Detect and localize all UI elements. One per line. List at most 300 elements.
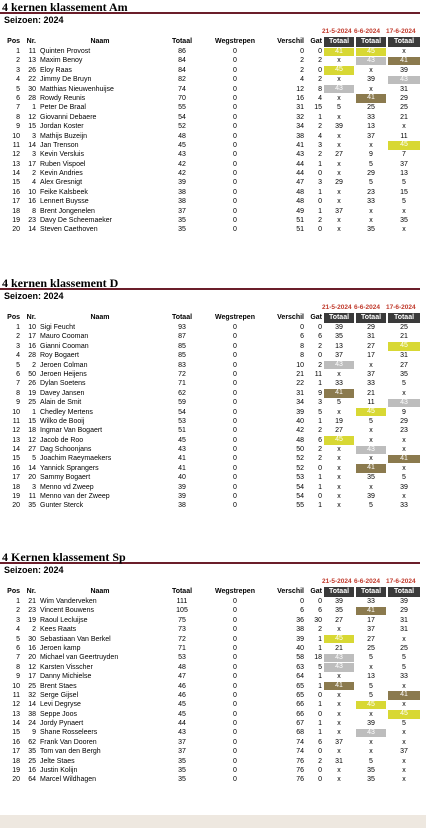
cell-verschil: 0 — [300, 48, 304, 55]
table-row — [0, 653, 422, 662]
cell-name: Jeroen kamp — [40, 644, 81, 652]
cell-round2: x — [369, 710, 373, 718]
cell-name: Yannick Sprangers — [40, 464, 99, 472]
cell-totaal: 85 — [178, 342, 186, 350]
cell-name: Gunter Sterck — [40, 502, 84, 510]
cell-nr: 10 — [28, 324, 36, 331]
cell-name: Jordy Pynaert — [40, 720, 84, 728]
column-header-t2: Totaal — [356, 37, 386, 47]
cell-round2: 11 — [367, 399, 375, 407]
table-row — [0, 663, 422, 672]
cell-round1: x — [337, 455, 341, 463]
cell-wegstrepen: 0 — [233, 474, 237, 482]
cell-gat: 2 — [318, 151, 322, 159]
cell-round3: 21 — [400, 333, 408, 341]
cell-verschil: 31 — [296, 389, 304, 397]
cell-round2: 25 — [367, 644, 375, 652]
cell-gat: 2 — [318, 455, 322, 463]
cell-totaal: 71 — [178, 380, 186, 388]
cell-verschil: 41 — [296, 141, 304, 149]
cell-totaal: 39 — [178, 483, 186, 491]
cell-round2: x — [369, 427, 373, 435]
round-date: 17-6-2024 — [386, 578, 416, 585]
cell-nr: 62 — [28, 738, 36, 746]
cell-gat: 1 — [318, 701, 322, 709]
cell-round2: 39 — [367, 493, 375, 501]
table-row — [0, 379, 422, 388]
cell-totaal: 35 — [178, 226, 186, 234]
cell-round1: x — [337, 729, 341, 737]
cell-name: Seppe Joos — [40, 710, 77, 718]
table-row — [0, 616, 422, 625]
column-header-nr: Nr. — [26, 314, 36, 321]
cell-pos: 1 — [16, 48, 20, 55]
table-row — [0, 122, 422, 131]
cell-round3: 31 — [400, 85, 408, 93]
cell-wegstrepen: 0 — [233, 455, 237, 463]
cell-round1: 13 — [335, 342, 343, 350]
cell-totaal: 42 — [178, 170, 186, 178]
cell-gat: 6 — [318, 738, 322, 746]
cell-round1: 39 — [335, 123, 343, 131]
column-header-totaal: Totaal — [171, 38, 193, 45]
cell-name: Kevin Versluis — [40, 151, 84, 159]
cell-nr: 12 — [28, 113, 36, 121]
cell-verschil: 44 — [296, 170, 304, 178]
cell-totaal: 85 — [178, 352, 186, 360]
cell-round2: 33 — [367, 113, 375, 121]
cell-name: Tom van den Bergh — [40, 748, 101, 756]
cell-totaal: 39 — [178, 179, 186, 187]
cell-round3: 41 — [388, 455, 420, 463]
cell-pos: 11 — [12, 141, 20, 149]
cell-name: Wilko de Booij — [40, 417, 85, 425]
table-row — [0, 775, 422, 784]
table-header — [0, 37, 422, 47]
cell-verschil: 34 — [296, 399, 304, 407]
cell-wegstrepen: 0 — [233, 57, 237, 65]
cell-totaal: 105 — [176, 607, 188, 615]
cell-round1: 45 — [324, 436, 354, 444]
cell-name: Wim Vanderveken — [40, 598, 97, 605]
cell-round3: 5 — [402, 474, 406, 482]
cell-round1: x — [337, 170, 341, 178]
table-row — [0, 426, 422, 435]
cell-wegstrepen: 0 — [233, 408, 237, 416]
table-row — [0, 710, 422, 719]
cell-round2: 29 — [367, 170, 375, 178]
cell-round3: 39 — [400, 483, 408, 491]
cell-round2: 43 — [356, 729, 386, 737]
cell-nr: 16 — [28, 767, 36, 775]
cell-pos: 7 — [16, 104, 20, 112]
cell-nr: 5 — [32, 455, 36, 463]
cell-wegstrepen: 0 — [233, 324, 237, 331]
cell-totaal: 45 — [178, 436, 186, 444]
table-row — [0, 323, 422, 332]
cell-verschil: 36 — [296, 616, 304, 624]
cell-round3: 41 — [388, 691, 420, 699]
cell-round1: 45 — [324, 66, 354, 74]
column-header-t1: Totaal — [324, 37, 354, 47]
table-row — [0, 766, 422, 775]
cell-round2: 33 — [367, 380, 375, 388]
table-row — [0, 113, 422, 122]
cell-round3: x — [402, 682, 406, 690]
cell-totaal: 53 — [178, 417, 186, 425]
cell-round2: 29 — [367, 324, 375, 331]
cell-totaal: 41 — [178, 464, 186, 472]
cell-name: Matthias Nieuwenhuijse — [40, 85, 114, 93]
cell-gat: 0 — [318, 352, 322, 360]
cell-round3: 37 — [400, 748, 408, 756]
cell-verschil: 54 — [296, 493, 304, 501]
cell-gat: 18 — [314, 654, 322, 662]
cell-name: Gianni Cooman — [40, 342, 89, 350]
cell-pos: 5 — [16, 361, 20, 369]
column-header-t2: Totaal — [356, 587, 386, 597]
cell-name: Ruben Vispoel — [40, 160, 86, 168]
cell-round3: 39 — [400, 598, 408, 605]
cell-wegstrepen: 0 — [233, 710, 237, 718]
cell-round3: 37 — [400, 160, 408, 168]
cell-nr: 3 — [32, 483, 36, 491]
table-row — [0, 492, 422, 501]
cell-wegstrepen: 0 — [233, 691, 237, 699]
cell-round2: 21 — [367, 389, 375, 397]
cell-nr: 14 — [28, 701, 36, 709]
cell-gat: 2 — [318, 626, 322, 634]
season-label: Seizoen: 2024 — [4, 291, 64, 301]
cell-name: Justin Kolijn — [40, 767, 78, 775]
cell-round3: 29 — [400, 94, 408, 102]
cell-pos: 10 — [12, 132, 20, 140]
cell-round3: x — [402, 48, 406, 55]
cell-gat: 2 — [318, 342, 322, 350]
cell-nr: 3 — [32, 132, 36, 140]
cell-pos: 8 — [16, 113, 20, 121]
table-header — [0, 313, 422, 323]
cell-nr: 15 — [28, 417, 36, 425]
cell-pos: 1 — [16, 324, 20, 331]
column-header-name: Naam — [90, 38, 110, 45]
cell-name: Brent Jongenelen — [40, 207, 95, 215]
round-date: 17-6-2024 — [386, 28, 416, 35]
cell-verschil: 55 — [296, 502, 304, 510]
cell-round3: x — [402, 776, 406, 784]
cell-verschil: 2 — [300, 66, 304, 74]
cell-nr: 17 — [28, 160, 36, 168]
cell-nr: 20 — [28, 474, 36, 482]
cell-wegstrepen: 0 — [233, 389, 237, 397]
cell-wegstrepen: 0 — [233, 226, 237, 234]
cell-name: Dag Schoonjans — [40, 446, 92, 454]
cell-nr: 27 — [28, 446, 36, 454]
cell-gat: 6 — [318, 333, 322, 341]
cell-verschil: 66 — [296, 701, 304, 709]
cell-gat: 6 — [318, 436, 322, 444]
cell-verschil: 53 — [296, 474, 304, 482]
cell-wegstrepen: 0 — [233, 141, 237, 149]
table-row — [0, 66, 422, 75]
cell-round1: 41 — [324, 389, 354, 397]
cell-gat: 15 — [314, 104, 322, 112]
cell-gat: 0 — [318, 324, 322, 331]
cell-verschil: 0 — [300, 324, 304, 331]
section-title: 4 kernen klassement D — [0, 276, 420, 290]
cell-gat: 0 — [318, 226, 322, 234]
cell-round2: 35 — [367, 226, 375, 234]
cell-verschil: 48 — [296, 198, 304, 206]
cell-nr: 28 — [28, 94, 36, 102]
cell-gat: 2 — [318, 217, 322, 225]
cell-verschil: 76 — [296, 757, 304, 765]
cell-wegstrepen: 0 — [233, 417, 237, 425]
cell-nr: 35 — [28, 748, 36, 756]
cell-pos: 9 — [16, 399, 20, 407]
column-header-t1: Totaal — [324, 313, 354, 323]
cell-round3: 31 — [400, 626, 408, 634]
cell-name: Dylan Soetens — [40, 380, 86, 388]
cell-round2: 17 — [367, 616, 375, 624]
cell-pos: 8 — [16, 389, 20, 397]
cell-verschil: 2 — [300, 57, 304, 65]
cell-name: Peter De Braal — [40, 104, 86, 112]
cell-nr: 13 — [28, 57, 36, 65]
round-date: 17-6-2024 — [386, 304, 416, 311]
cell-totaal: 73 — [178, 626, 186, 634]
table-row — [0, 606, 422, 615]
cell-round3: 29 — [400, 607, 408, 615]
cell-pos: 4 — [16, 76, 20, 84]
cell-totaal: 52 — [178, 123, 186, 131]
cell-verschil: 50 — [296, 446, 304, 454]
cell-totaal: 46 — [178, 682, 186, 690]
cell-pos: 6 — [16, 644, 20, 652]
cell-round2: x — [369, 748, 373, 756]
cell-round2: x — [369, 455, 373, 463]
table-row — [0, 225, 422, 234]
ranking-section — [0, 276, 426, 538]
cell-name: Frank Van Dooren — [40, 738, 97, 746]
cell-round3: x — [402, 738, 406, 746]
cell-nr: 20 — [28, 654, 36, 662]
cell-pos: 11 — [12, 691, 20, 699]
cell-round3: 45 — [388, 342, 420, 350]
cell-nr: 11 — [28, 493, 36, 501]
cell-totaal: 74 — [178, 85, 186, 93]
cell-totaal: 45 — [178, 701, 186, 709]
cell-nr: 38 — [28, 710, 36, 718]
cell-round1: x — [337, 626, 341, 634]
cell-name: Feike Kalsbeek — [40, 188, 88, 196]
cell-totaal: 83 — [178, 361, 186, 369]
cell-pos: 6 — [16, 370, 20, 378]
cell-wegstrepen: 0 — [233, 85, 237, 93]
cell-verschil: 51 — [296, 217, 304, 225]
cell-wegstrepen: 0 — [233, 217, 237, 225]
cell-totaal: 59 — [178, 399, 186, 407]
cell-gat: 1 — [318, 682, 322, 690]
cell-round1: x — [337, 188, 341, 196]
cell-gat: 1 — [318, 720, 322, 728]
cell-nr: 8 — [32, 207, 36, 215]
cell-pos: 3 — [16, 342, 20, 350]
cell-pos: 3 — [16, 616, 20, 624]
cell-gat: 1 — [318, 188, 322, 196]
cell-name: Marcel Wildhagen — [40, 776, 97, 784]
column-header-pos: Pos — [7, 314, 20, 321]
cell-pos: 12 — [12, 701, 20, 709]
cell-round1: x — [337, 720, 341, 728]
cell-round1: 37 — [335, 738, 343, 746]
cell-round1: 27 — [335, 151, 343, 159]
cell-wegstrepen: 0 — [233, 682, 237, 690]
cell-verschil: 49 — [296, 207, 304, 215]
cell-wegstrepen: 0 — [233, 399, 237, 407]
cell-round1: x — [337, 710, 341, 718]
cell-name: Giovanni Debaere — [40, 113, 97, 121]
cell-verschil: 64 — [296, 673, 304, 681]
column-header-verschil: Verschil — [277, 314, 304, 321]
cell-nr: 15 — [28, 123, 36, 131]
cell-totaal: 72 — [178, 635, 186, 643]
cell-gat: 9 — [318, 389, 322, 397]
column-header-totaal: Totaal — [171, 314, 193, 321]
cell-gat: 2 — [318, 361, 322, 369]
round-date: 21-5-2024 — [322, 304, 352, 311]
cell-round1: x — [337, 691, 341, 699]
table-row — [0, 644, 422, 653]
cell-round2: 31 — [367, 333, 375, 341]
cell-totaal: 38 — [178, 502, 186, 510]
cell-pos: 15 — [12, 729, 20, 737]
cell-gat: 1 — [318, 474, 322, 482]
cell-totaal: 48 — [178, 132, 186, 140]
table-row — [0, 85, 422, 94]
cell-round2: 33 — [367, 198, 375, 206]
cell-pos: 14 — [12, 170, 20, 178]
cell-verschil: 52 — [296, 464, 304, 472]
cell-round2: 27 — [367, 342, 375, 350]
column-header-name: Naam — [90, 588, 110, 595]
cell-round1: 5 — [337, 104, 341, 112]
table-row — [0, 178, 422, 187]
cell-wegstrepen: 0 — [233, 616, 237, 624]
cell-nr: 4 — [32, 179, 36, 187]
table-row — [0, 625, 422, 634]
cell-wegstrepen: 0 — [233, 626, 237, 634]
round-date: 6-6-2024 — [354, 28, 381, 35]
cell-verschil: 76 — [296, 776, 304, 784]
cell-wegstrepen: 0 — [233, 48, 237, 55]
table-row — [0, 408, 422, 417]
cell-name: Sammy Bogaert — [40, 474, 91, 482]
cell-name: Jimmy De Bruyn — [40, 76, 92, 84]
cell-gat: 3 — [318, 399, 322, 407]
cell-round3: 25 — [400, 104, 408, 112]
cell-round1: x — [337, 464, 341, 472]
cell-round3: 23 — [400, 427, 408, 435]
cell-verschil: 74 — [296, 738, 304, 746]
cell-round3: 39 — [400, 66, 408, 74]
cell-name: Ingmar Van Bogaert — [40, 427, 103, 435]
cell-wegstrepen: 0 — [233, 483, 237, 491]
cell-totaal: 48 — [178, 663, 186, 671]
cell-verschil: 16 — [296, 94, 304, 102]
cell-totaal: 45 — [178, 710, 186, 718]
column-header-gat: Gat — [310, 38, 322, 45]
cell-gat: 4 — [318, 132, 322, 140]
cell-pos: 13 — [12, 710, 20, 718]
cell-round3: 43 — [388, 399, 420, 407]
cell-nr: 3 — [32, 151, 36, 159]
table-row — [0, 103, 422, 112]
cell-pos: 20 — [12, 776, 20, 784]
cell-gat: 30 — [314, 616, 322, 624]
cell-verschil: 12 — [296, 85, 304, 93]
cell-pos: 17 — [12, 748, 20, 756]
cell-round3: x — [402, 123, 406, 131]
cell-round2: 43 — [356, 446, 386, 454]
cell-round3: 35 — [400, 217, 408, 225]
cell-verschil: 10 — [296, 361, 304, 369]
cell-round2: x — [369, 663, 373, 671]
cell-round1: 41 — [324, 48, 354, 56]
cell-pos: 10 — [12, 408, 20, 416]
cell-round3: x — [402, 464, 406, 472]
cell-totaal: 54 — [178, 113, 186, 121]
cell-totaal: 45 — [178, 141, 186, 149]
cell-wegstrepen: 0 — [233, 160, 237, 168]
cell-gat: 0 — [318, 748, 322, 756]
table-row — [0, 132, 422, 141]
table-row — [0, 700, 422, 709]
cell-gat: 1 — [318, 417, 322, 425]
table-row — [0, 197, 422, 206]
cell-name: Kevin Andries — [40, 170, 83, 178]
cell-wegstrepen: 0 — [233, 76, 237, 84]
cell-nr: 14 — [28, 226, 36, 234]
cell-pos: 8 — [16, 663, 20, 671]
cell-name: Vincent Bouwens — [40, 607, 94, 615]
cell-gat: 2 — [318, 446, 322, 454]
cell-round3: x — [402, 767, 406, 775]
ranking-table — [0, 323, 422, 511]
cell-nr: 12 — [28, 436, 36, 444]
cell-nr: 23 — [28, 217, 36, 225]
cell-round2: 13 — [367, 673, 375, 681]
cell-totaal: 53 — [178, 654, 186, 662]
table-row — [0, 597, 422, 606]
cell-round2: x — [369, 361, 373, 369]
cell-pos: 9 — [16, 673, 20, 681]
ranking-section — [0, 0, 426, 262]
table-row — [0, 757, 422, 766]
cell-round3: x — [402, 635, 406, 643]
cell-wegstrepen: 0 — [233, 502, 237, 510]
cell-nr: 19 — [28, 389, 36, 397]
cell-name: Maxim Benoy — [40, 57, 83, 65]
cell-name: Chedley Mertens — [40, 408, 93, 416]
cell-totaal: 84 — [178, 66, 186, 74]
cell-round1: x — [337, 776, 341, 784]
cell-verschil: 42 — [296, 427, 304, 435]
cell-verschil: 54 — [296, 483, 304, 491]
cell-round1: x — [337, 57, 341, 65]
cell-nr: 11 — [28, 48, 36, 55]
cell-wegstrepen: 0 — [233, 748, 237, 756]
